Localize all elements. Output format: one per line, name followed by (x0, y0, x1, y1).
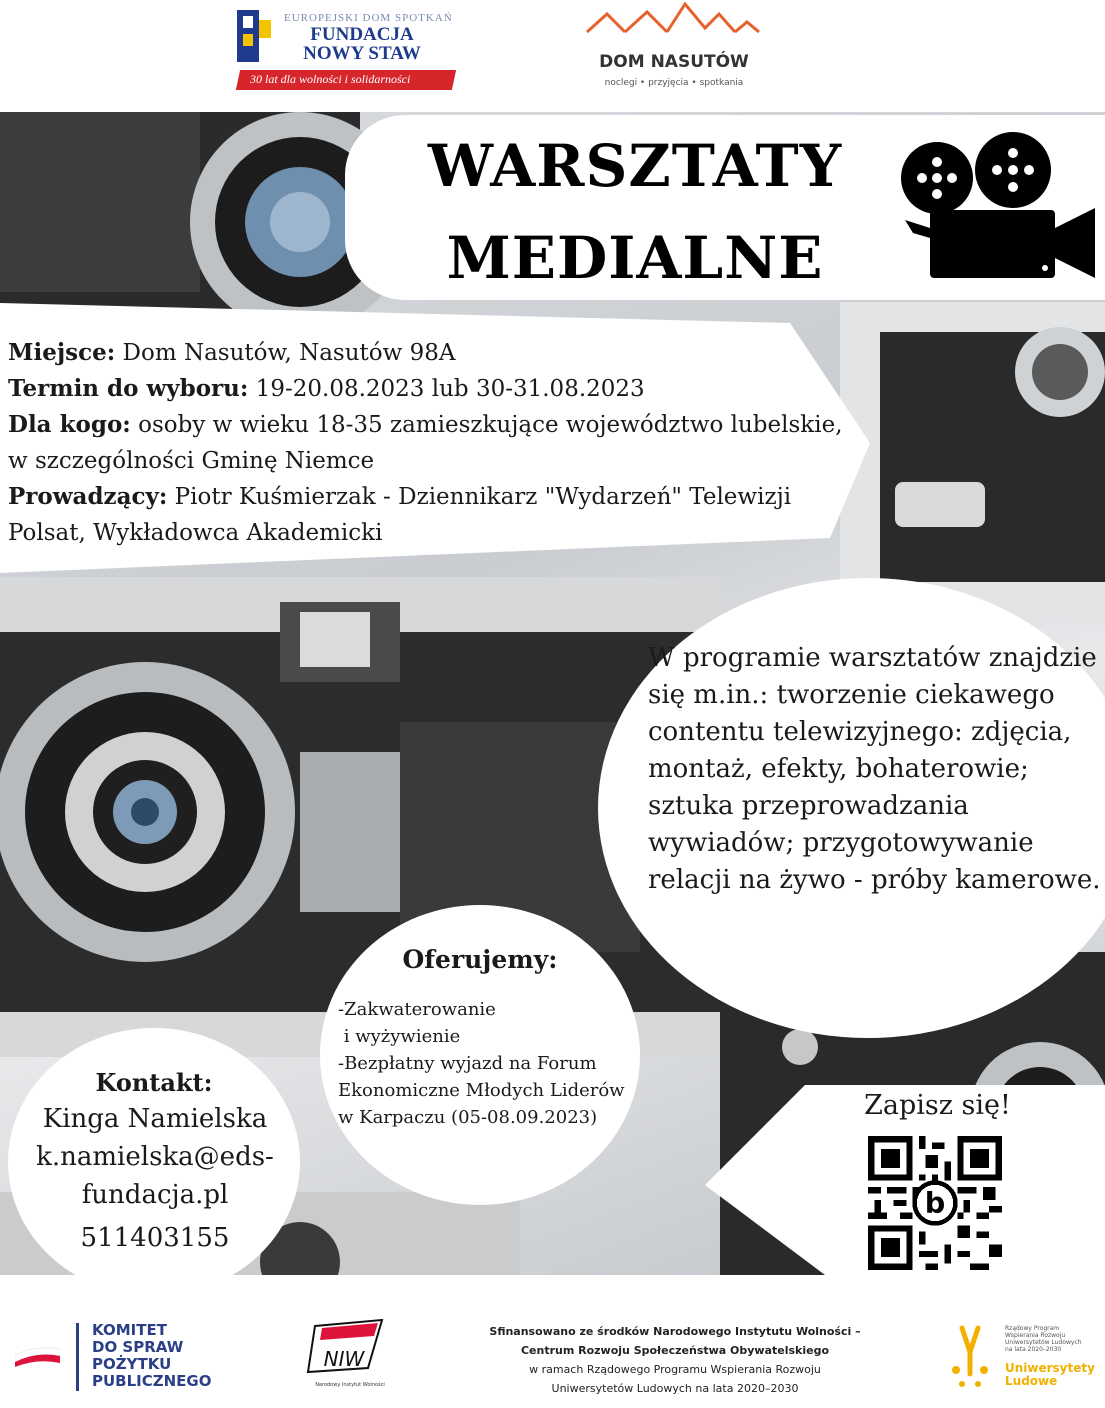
mountains-icon (585, 2, 761, 42)
funding-line-2: Centrum Rozwoju Społeczeństwa Obywatelskiego (520, 1344, 830, 1357)
komitet-line-3: POŻYTKU (92, 1355, 172, 1373)
program-text: W programie warsztatów znajdzie się m.in.: tworzenie ciekawego contentu telewizyjnego: zdjęcia, montaż, efekty, bohaterowie; sztuka przeprowadzania wywiadów; przygotowywanie relacji na żywo - próby kamerowe. (648, 643, 1101, 895)
offer-list (338, 996, 628, 1131)
ul-small-1: Rządowy Program (1005, 1325, 1060, 1332)
contact-name: Kinga Namielska (42, 1104, 268, 1134)
eds-name (292, 25, 432, 63)
ul-small-4: na lata 2020–2030 (1005, 1346, 1062, 1353)
for-label: Dla kogo: (8, 411, 131, 438)
niw-name: NIW (323, 1347, 365, 1371)
eds-tagline: EUROPEJSKI DOM SPOTKAŃ (284, 12, 453, 24)
info-audience (8, 407, 868, 479)
ul-small-2: Wspierania Rozwoju (1005, 1332, 1066, 1339)
poland-flag-icon (15, 1345, 60, 1367)
offer-title: Oferujemy: (402, 945, 558, 974)
offer-item-2: -Bezpłatny wyjazd na Forum Ekonomiczne Młodych Liderów w Karpaczu (05-08.09.2023) (338, 1053, 625, 1128)
funding-statement (470, 1322, 880, 1398)
komitet-line-2: DO SPRAW (92, 1338, 184, 1356)
info-term (8, 371, 868, 407)
contact-phone: 511403155 (80, 1223, 230, 1253)
eds-ribbon-text: 30 lat dla wolności i solidarności (250, 72, 411, 86)
eds-name-line-2: NOWY STAW (303, 43, 421, 64)
place-label: Miejsce: (8, 339, 116, 366)
qr-code-icon[interactable] (866, 1136, 1004, 1270)
title-line-2: MEDIALNE (446, 224, 824, 292)
lead-label: Prowadzący: (8, 483, 168, 510)
ul-small-3: Uniwersytetów Ludowych (1005, 1339, 1082, 1346)
contact-email-2: fundacja.pl (81, 1180, 229, 1210)
dom-nasutow-subtitle: noclegi • przyjęcia • spotkania (604, 78, 744, 88)
info-lead (8, 479, 868, 551)
komitet-line-4: PUBLICZNEGO (92, 1372, 212, 1390)
ul-name-1: Uniwersytety (1005, 1361, 1095, 1375)
title-line-1: WARSZTATY (427, 132, 843, 200)
info-details (8, 335, 868, 551)
eds-logo-icon (237, 10, 271, 62)
place-value: Dom Nasutów, Nasutów 98A (115, 340, 456, 366)
info-place (8, 335, 868, 371)
lead-value: Piotr Kuśmierzak - Dziennikarz "Wydarzeń" Telewizji Polsat, Wykładowca Akademicki (8, 484, 792, 546)
ul-program-text (1005, 1325, 1082, 1353)
film-camera-icon (895, 128, 1095, 283)
term-value: 19-20.08.2023 lub 30-31.08.2023 (248, 376, 645, 402)
niw-subtitle: Narodowy Instytut Wolności (315, 1382, 385, 1388)
ul-name-2: Ludowe (1005, 1374, 1058, 1388)
signup-title: Zapisz się! (864, 1090, 1011, 1121)
contact-email-1: k.namielska@eds- (36, 1142, 274, 1172)
eds-name-line-1: FUNDACJA (310, 24, 414, 45)
dom-nasutow-name: DOM NASUTÓW (599, 52, 749, 72)
komitet-logo-text (92, 1322, 212, 1390)
ul-name (1005, 1362, 1095, 1388)
funding-line-3: w ramach Rządowego Programu Wspierania Rozwoju (529, 1363, 821, 1376)
komitet-divider (76, 1323, 79, 1391)
term-label: Termin do wyboru: (8, 375, 249, 402)
uniwersytety-ludowe-logo-icon (948, 1322, 998, 1392)
offer-item-1: -Zakwaterowanie (338, 999, 496, 1020)
contact-title: Kontakt: (95, 1068, 213, 1097)
offer-item-1-cont: i wyżywienie (338, 1026, 461, 1047)
svg-text:b: b (924, 1185, 946, 1220)
komitet-line-1: KOMITET (92, 1321, 167, 1339)
page-title (350, 120, 920, 304)
funding-line-1: Sfinansowano ze środków Narodowego Instytutu Wolności – (489, 1325, 861, 1338)
header (0, 0, 1105, 112)
funding-line-4: Uniwersytetów Ludowych na lata 2020–2030 (551, 1382, 799, 1395)
for-value: osoby w wieku 18-35 zamieszkujące województwo lubelskie, w szczególności Gminę Niemce (8, 412, 843, 474)
